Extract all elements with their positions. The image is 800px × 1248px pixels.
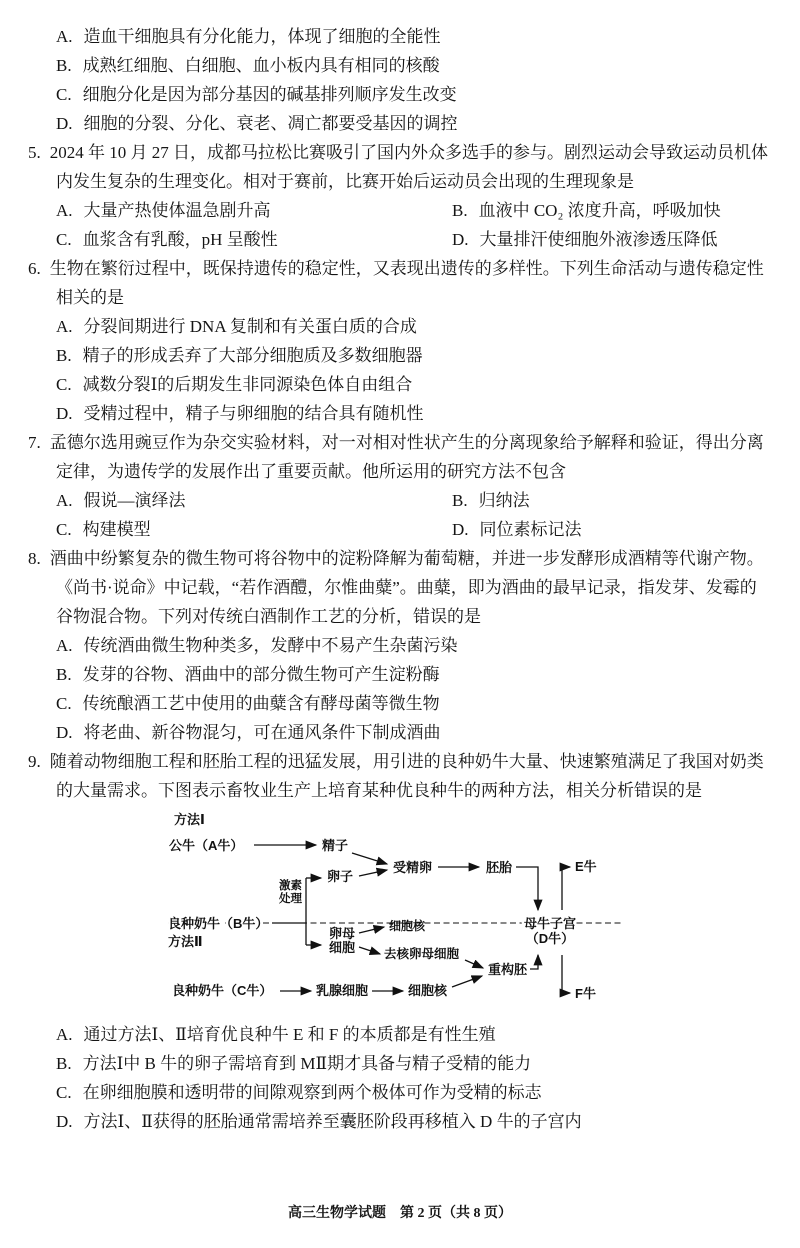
question-number: 6. xyxy=(28,259,41,278)
option-text: 受精过程中，精子与卵细胞的结合具有随机性 xyxy=(83,404,424,423)
label-uterus-line2: （D牛） xyxy=(525,931,575,946)
question-options xyxy=(56,196,772,254)
option-label: D. xyxy=(452,230,469,249)
option-label: B. xyxy=(452,491,468,510)
option-b xyxy=(56,660,772,689)
label-hormone-line1: 激素 xyxy=(279,880,302,892)
option-label: C. xyxy=(56,520,72,539)
label-embryo: 胚胎 xyxy=(486,860,513,875)
option-d xyxy=(56,109,772,138)
option-label: B. xyxy=(452,201,468,220)
question-5 xyxy=(28,138,772,254)
option-c xyxy=(56,515,452,544)
option-label: A. xyxy=(56,491,73,510)
arrow-uterus-to-e xyxy=(562,867,570,910)
option-text: 精子的形成丢弃了大部分细胞质及多数细胞器 xyxy=(82,346,423,365)
option-label: C. xyxy=(56,1083,72,1102)
label-zygote: 受精卵 xyxy=(393,860,433,875)
question-stem xyxy=(28,138,772,196)
question-number: 8. xyxy=(28,549,41,568)
option-text: 细胞分化是因为部分基因的碱基排列顺序发生改变 xyxy=(82,85,457,104)
label-enucleated-oocyte: 去核卵母细胞 xyxy=(384,947,460,961)
option-b xyxy=(56,1049,772,1078)
label-method-1: 方法Ⅰ xyxy=(174,812,205,827)
option-a xyxy=(56,631,772,660)
option-label: A. xyxy=(56,27,73,46)
option-label: B. xyxy=(56,346,72,365)
option-d xyxy=(452,515,772,544)
question-options xyxy=(56,631,772,747)
label-hormone-line2: 处理 xyxy=(279,893,302,905)
question-options xyxy=(56,312,772,428)
option-text: 将老曲、新谷物混匀，可在通风条件下制成酒曲 xyxy=(83,723,441,742)
option-text: 成熟红细胞、白细胞、血小板内具有相同的核酸 xyxy=(82,56,440,75)
arrow-enucleated-to-recon xyxy=(465,960,483,968)
question-stem-text: 随着动物细胞工程和胚胎工程的迅猛发展，用引进的良种奶牛大量、快速繁殖满足了我国对奶类的大量需求。下图表示畜牧业生产上培育某种优良种牛的两种方法，相关分析错误的是 xyxy=(49,752,764,800)
arrow-uterus-to-f xyxy=(562,955,570,993)
label-cow-c: 良种奶牛（C牛） xyxy=(172,983,273,998)
option-label: D. xyxy=(56,1112,73,1131)
option-text: 通过方法Ⅰ、Ⅱ培育优良种牛 E 和 F 的本质都是有性生殖 xyxy=(83,1025,496,1044)
option-d xyxy=(56,1107,772,1136)
option-label: D. xyxy=(56,114,73,133)
label-removed-nucleus: 细胞核 xyxy=(389,919,426,933)
arrow-sperm-to-zygote xyxy=(352,853,387,864)
option-text: 分裂间期进行 DNA 复制和有关蛋白质的合成 xyxy=(83,317,417,336)
option-d xyxy=(452,225,772,254)
question-9 xyxy=(28,747,772,1136)
option-c xyxy=(56,80,772,109)
option-label: D. xyxy=(56,404,73,423)
page-footer-text: 高三生物学试题 第 2 页（共 8 页） xyxy=(288,1206,512,1221)
diagram-svg xyxy=(166,808,631,1008)
option-text: 细胞的分裂、分化、衰老、凋亡都要受基因的调控 xyxy=(83,114,458,133)
question-number: 5. xyxy=(28,143,41,162)
option-b xyxy=(56,51,772,80)
question-6 xyxy=(28,254,772,428)
option-label: C. xyxy=(56,375,72,394)
question-stem xyxy=(28,428,772,486)
option-text: 造血干细胞具有分化能力，体现了细胞的全能性 xyxy=(83,27,441,46)
arrow-embryo-to-uterus xyxy=(516,867,538,910)
label-bull-a: 公牛（A牛） xyxy=(169,838,244,853)
question-stem xyxy=(28,544,772,631)
arrow-egg-to-zygote xyxy=(359,870,387,876)
option-label: B. xyxy=(56,1054,72,1073)
page-footer xyxy=(0,1204,800,1224)
label-cow-f: F牛 xyxy=(575,986,596,1001)
option-b xyxy=(56,341,772,370)
label-cow-e: E牛 xyxy=(575,859,597,874)
option-text: 传统酒曲微生物种类多，发酵中不易产生杂菌污染 xyxy=(83,636,458,655)
label-sperm: 精子 xyxy=(322,838,349,853)
question-4-options xyxy=(56,22,772,138)
arrow-oocyte-to-nucleus xyxy=(359,927,384,933)
option-b xyxy=(452,486,772,515)
option-a xyxy=(56,312,772,341)
arrow-recon-to-uterus xyxy=(530,955,538,969)
label-cow-b: 良种奶牛（B牛） xyxy=(168,916,269,931)
label-mammary-cell: 乳腺细胞 xyxy=(316,983,369,998)
label-egg: 卵子 xyxy=(327,869,354,884)
question-number: 7. xyxy=(28,433,41,452)
option-a xyxy=(56,1020,772,1049)
question-options xyxy=(56,1020,772,1136)
option-text: 在卵细胞膜和透明带的间隙观察到两个极体可作为受精的标志 xyxy=(82,1083,542,1102)
question-stem-text: 孟德尔选用豌豆作为杂交实验材料，对一对相对性状产生的分离现象给予解释和验证，得出分离定律，为遗传学的发展作出了重要贡献。他所运用的研究方法不包含 xyxy=(49,433,764,481)
option-label: D. xyxy=(452,520,469,539)
option-b xyxy=(452,196,772,225)
option-c xyxy=(56,1078,772,1107)
arrow-oocyte-to-enucleated xyxy=(359,947,380,954)
option-a xyxy=(56,22,772,51)
option-text: 大量排汗使细胞外液渗透压降低 xyxy=(479,230,718,249)
question-options xyxy=(56,486,772,544)
question-stem-text: 酒曲中纷繁复杂的微生物可将谷物中的淀粉降解为葡萄糖，并进一步发酵形成酒精等代谢产物。《尚书·说命》中记载，“若作酒醴，尔惟曲糵”。曲糵，即为酒曲的最早记录，指发芽、发霉的谷物混合物。下列对传统白酒制作工艺的分析，错误的是 xyxy=(49,549,764,626)
option-text: 构建模型 xyxy=(82,520,151,539)
question-stem-text: 2024 年 10 月 27 日，成都马拉松比赛吸引了国内外众多选手的参与。剧烈运动会导致运动员机体内发生复杂的生理变化。相对于赛前，比赛开始后运动员会出现的生理现象是 xyxy=(49,143,768,191)
option-d xyxy=(56,399,772,428)
question-stem xyxy=(28,747,772,805)
option-text: 减数分裂Ⅰ的后期发生非同源染色体自由组合 xyxy=(82,375,413,394)
option-label: A. xyxy=(56,636,73,655)
option-label: C. xyxy=(56,230,72,249)
label-donor-nucleus: 细胞核 xyxy=(408,983,448,998)
label-uterus-line1: 母牛子宫 xyxy=(523,916,577,931)
option-a xyxy=(56,486,452,515)
option-text: 归纳法 xyxy=(478,491,530,510)
option-label: B. xyxy=(56,56,72,75)
question-7 xyxy=(28,428,772,544)
option-label: B. xyxy=(56,665,72,684)
option-d xyxy=(56,718,772,747)
option-text: 大量产热使体温急剧升高 xyxy=(83,201,271,220)
label-oocyte-line2: 细胞 xyxy=(329,940,356,955)
label-method-2: 方法Ⅱ xyxy=(168,934,203,949)
option-label: C. xyxy=(56,694,72,713)
question-stem xyxy=(28,254,772,312)
option-text: 方法Ⅰ、Ⅱ获得的胚胎通常需培养至囊胚阶段再移植入 D 牛的子宫内 xyxy=(83,1112,582,1131)
arrow-nucleus-to-recon xyxy=(452,976,482,987)
option-text: 假说—演绎法 xyxy=(83,491,186,510)
question-number: 9. xyxy=(28,752,41,771)
option-label: A. xyxy=(56,317,73,336)
option-c xyxy=(56,370,772,399)
option-c xyxy=(56,689,772,718)
option-text: 传统酿酒工艺中使用的曲糵含有酵母菌等微生物 xyxy=(82,694,440,713)
option-text: 血浆含有乳酸，pH 呈酸性 xyxy=(82,230,278,249)
option-text: 发芽的谷物、酒曲中的部分微生物可产生淀粉酶 xyxy=(82,665,440,684)
option-text: 血液中 CO₂ 浓度升高，呼吸加快 xyxy=(478,201,721,220)
label-reconstructed-embryo: 重构胚 xyxy=(488,962,528,977)
option-text: 方法Ⅰ中 B 牛的卵子需培育到 MⅡ期才具备与精子受精的能力 xyxy=(82,1054,532,1073)
option-label: A. xyxy=(56,201,73,220)
question-stem-text: 生物在繁衍过程中，既保持遗传的稳定性，又表现出遗传的多样性。下列生命活动与遗传稳定性相关的是 xyxy=(49,259,764,307)
option-text: 同位素标记法 xyxy=(479,520,582,539)
label-oocyte-line1: 卵母 xyxy=(329,926,356,941)
option-label: A. xyxy=(56,1025,73,1044)
option-c xyxy=(56,225,452,254)
question-8 xyxy=(28,544,772,747)
option-a xyxy=(56,196,452,225)
breeding-methods-diagram xyxy=(166,808,772,1017)
option-label: D. xyxy=(56,723,73,742)
option-label: C. xyxy=(56,85,72,104)
